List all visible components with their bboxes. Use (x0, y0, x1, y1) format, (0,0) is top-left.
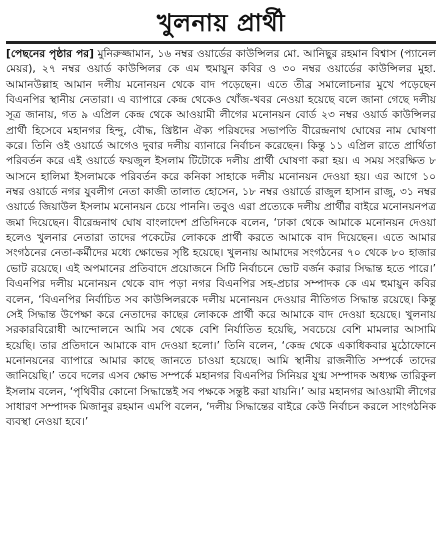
headline-rule (6, 41, 436, 44)
article-paragraph (6, 47, 436, 431)
continuation-label: [পেছনের পৃষ্ঠার পর] (6, 48, 94, 60)
article-body (6, 47, 436, 431)
article-text: মুনিরুজ্জামান, ১৬ নম্বর ওয়ার্ডের কাউন্সিলর মো. আনিছুর রহমান বিশ্বাস (প্যানেল মেয়র), ২৭ নম্বর ওয়ার্ড কাউন্সিলর কে এম হুমায়ুন কবির ও ৩০ নম্বর ওয়ার্ডের কাউন্সিলর মুহা. আমানউল্লাহ আমান দলীয় মনোনয়ন থেকে বাদ পড়েছেন। এতে তীব্র সমালোচনার মুখে পড়েছেন বিএনপির স্থানীয় নেতারা। এ ব্যাপারে কেন্দ্র থেকেও খোঁজ-খবর নেওয়া হয়েছে বলে জানা গেছে দলীয় সূত্র জানায়, গত ৯ এপ্রিল কেন্দ্র থেকে আওয়ামী লীগের মনোনয়ন বোর্ড ২৩ নম্বর ওয়ার্ড কাউন্সিলর প্রার্থী হিসেবে মহানগর হিন্দু, বৌদ্ধ, খ্রিষ্টান ঐক্য পরিষদের সভাপতি বীরেন্দ্রনাথ ঘোষের নাম ঘোষণা করে। তিনি ওই ওয়ার্ডে আগেও দুবার দলীয় ব্যানারে নির্বাচন করেছেন। কিন্তু ১১ এপ্রিল রাতে প্রার্থিতা পরিবর্তন করে এই ওয়ার্ডে ফয়জুল ইসলাম টিটোকে দলীয় প্রার্থী ঘোষণা করা হয়। এ সময় সংরক্ষিত ৮ আসনে হালিমা ইসলামকে পরিবর্তন করে কনিকা সাহাকে দলীয় মনোনয়ন দেওয়া হয়। এর আগে ১০ নম্বর ওয়ার্ডে নগর যুবলীগ নেতা কাজী তালাত হোসেন, ১৮ নম্বর ওয়ার্ডে রাজুল হাসান রাজু, ৩১ নম্বর ওয়ার্ডে জিয়াউল ইসলাম মনোনয়ন চেয়ে পাননি। তবুও এরা প্রত্যেকে দলীয় প্রার্থীর বাইরে মনোনয়নপত্র জমা দিয়েছেন। বীরেন্দ্রনাথ ঘোষ বাংলাদেশ প্রতিদিনকে বলেন, ‘ঢাকা থেকে আমাকে মনোনয়ন দেওয়া হলেও খুলনার নেতারা তাদের পকেটের লোককে প্রার্থী করতে আমাকে বাদ দিয়েছেন। এতে আমার সংগঠনের নেতা-কর্মীদের মধ্যে ক্ষোভের সৃষ্টি হয়েছে। খুলনায় আমাদের সংগঠনের ৭০ থেকে ৮০ হাজার ভোট রয়েছে। এই অপমানের প্রতিবাদে প্রয়োজনে সিটি নির্বাচনে ভোট বর্জন করার সিদ্ধান্ত হতে পারে।’ বিএনপির দলীয় মনোনয়ন থেকে বাদ পড়া নগর বিএনপির সহ-প্রচার সম্পাদক কে এম হুমায়ুন কবির বলেন, ‘বিএনপির নির্বাচিত সব কাউন্সিলরকে দলীয় মনোনয়ন দেওয়ার নীতিগত সিদ্ধান্ত রয়েছে। কিন্তু সেই সিদ্ধান্ত উপেক্ষা করে নেতাদের কাছের লোককে প্রার্থী করে আমাকে বাদ দেওয়া হয়েছে। খুলনায় সরকারবিরোধী আন্দোলনে আমি সব থেকে বেশি নির্যাতিত হয়েছি, সবচেয়ে বেশি মামলার আসামি হয়েছি। তার প্রতিদানে আমাকে বাদ দেওয়া হলো।’ তিনি বলেন, ‘কেন্দ্র থেকে একাধিকবার মুঠোফোনে মনোনয়নের ব্যাপারে আমার কাছে জানতে চাওয়া হয়েছে। আমি স্থানীয় রাজনীতি সম্পর্কে তাদের জানিয়েছি।’ তবে দলের এসব ক্ষোভ সম্পর্কে মহানগর বিএনপির সিনিয়র যুগ্ম সম্পাদক অধ্যক্ষ তারিকুল ইসলাম বলেন, ‘পৃথিবীর কোনো সিদ্ধান্তেই সব পক্ষকে সন্তুষ্ট করা যায়নি।’ আর মহানগর আওয়ামী লীগের সাধারণ সম্পাদক মিজানুর রহমান এমপি বলেন, ‘দলীয় সিদ্ধান্তের বাইরে কেউ নির্বাচন করলে সাংগঠনিক ব্যবস্থা নেওয়া হবে।’ (6, 48, 437, 429)
article-headline: খুলনায় প্রার্থী (156, 8, 286, 37)
